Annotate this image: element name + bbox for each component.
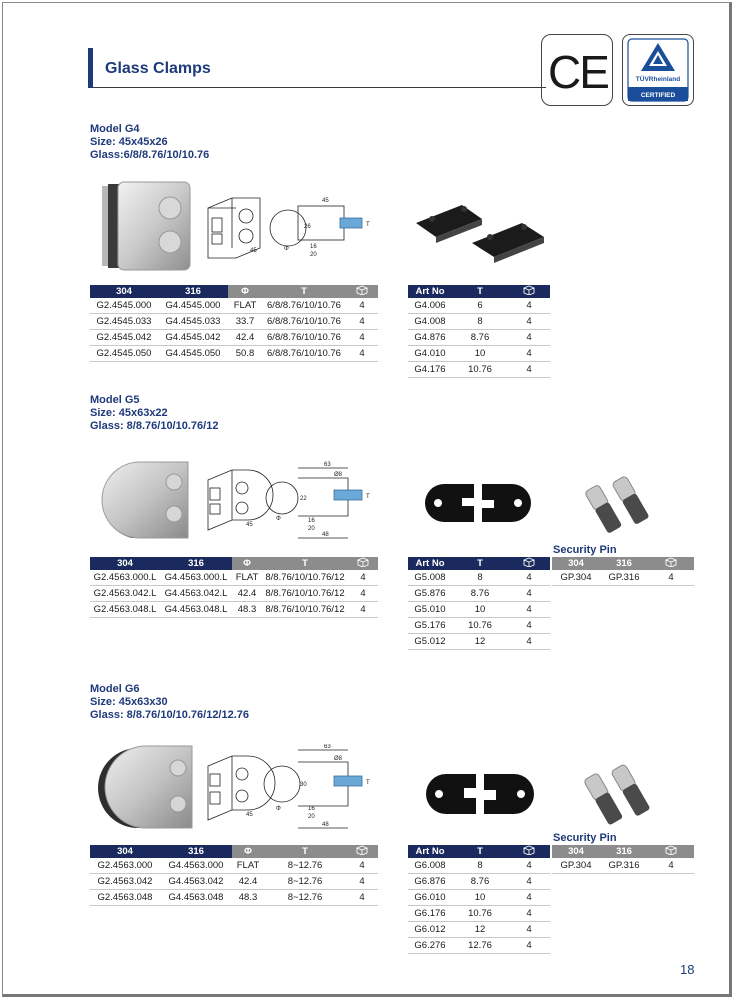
clamp-g5-technical-drawing	[198, 458, 398, 542]
model-name: Model G4	[90, 123, 140, 135]
svg-text:CERTIFIED: CERTIFIED	[640, 92, 676, 99]
svg-text:63: 63	[324, 462, 331, 468]
col-304: 304	[90, 845, 160, 858]
security-pin-g6-photo	[582, 750, 672, 830]
rubber-gaskets-g6-photo	[426, 772, 534, 816]
svg-text:16: 16	[308, 518, 315, 524]
model-size: Size: 45x63x22	[90, 407, 168, 419]
security-pin-g5-photo	[582, 462, 672, 538]
col-316: 316	[160, 557, 232, 570]
ce-mark-logo	[541, 34, 613, 106]
model-g4-spec-table	[90, 285, 378, 362]
table-row: G2.4563.042.L G4.4563.042.L 42.4 8/8.76/10/10.76/12 4	[90, 586, 378, 602]
rubber-gaskets-g5-photo	[424, 482, 532, 524]
table-row: G4.876 8.76 4	[408, 330, 550, 346]
rubber-gaskets-g4-photo	[412, 195, 552, 265]
page-title: Glass Clamps	[105, 60, 211, 77]
model-g4-gasket-table	[408, 285, 550, 378]
clamp-g4-photo	[100, 180, 195, 272]
svg-text:45: 45	[246, 812, 253, 818]
table-row: G6.012 12 4	[408, 922, 550, 938]
box-icon	[346, 285, 378, 298]
svg-text:Ø8: Ø8	[334, 472, 343, 478]
table-row: G6.876 8.76 4	[408, 874, 550, 890]
table-row: G6.176 10.76 4	[408, 906, 550, 922]
col-art-no: Art No	[408, 845, 452, 858]
box-icon	[346, 845, 378, 858]
clamp-g6-photo	[98, 742, 194, 834]
svg-text:48: 48	[322, 822, 329, 828]
model-g6-spec-table	[90, 845, 378, 906]
model-g6-gasket-table	[408, 845, 550, 954]
model-g5-info	[90, 394, 218, 433]
table-row: G5.010 10 4	[408, 602, 550, 618]
table-row: G4.010 10 4	[408, 346, 550, 362]
svg-text:Φ: Φ	[276, 516, 281, 522]
model-size: Size: 45x63x30	[90, 696, 168, 708]
table-row: G2.4545.050 G4.4545.050 50.8 6/8/8.76/10/10.76 4	[90, 346, 378, 362]
table-row: G2.4545.033 G4.4545.033 33.7 6/8/8.76/10/10.76 4	[90, 314, 378, 330]
col-art-no: Art No	[408, 285, 452, 298]
col-304: 304	[90, 285, 158, 298]
svg-text:Ø8: Ø8	[334, 756, 343, 762]
svg-text:20: 20	[310, 252, 317, 258]
col-316: 316	[600, 845, 648, 858]
col-316: 316	[600, 557, 648, 570]
clamp-g6-technical-drawing	[198, 744, 398, 832]
svg-text:T: T	[366, 494, 370, 500]
table-row: G5.008 8 4	[408, 570, 550, 586]
box-icon	[508, 557, 550, 570]
col-t: T	[262, 285, 346, 298]
table-row: G5.876 8.76 4	[408, 586, 550, 602]
table-row: G5.176 10.76 4	[408, 618, 550, 634]
table-row: G4.176 10.76 4	[408, 362, 550, 378]
col-phi: Φ	[228, 285, 262, 298]
model-name: Model G6	[90, 683, 140, 695]
table-row: G4.008 8 4	[408, 314, 550, 330]
table-row: G6.276 12.76 4	[408, 938, 550, 954]
svg-text:Φ: Φ	[276, 806, 281, 812]
table-row: G2.4563.000.L G4.4563.000.L FLAT 8/8.76/10/10.76/12 4	[90, 570, 378, 586]
box-icon	[508, 285, 550, 298]
col-phi: Φ	[232, 845, 264, 858]
col-t: T	[452, 285, 508, 298]
svg-text:16: 16	[310, 244, 317, 250]
model-g5-gasket-table	[408, 557, 550, 650]
ce-mark-text: CE	[548, 46, 608, 98]
table-row: G2.4545.000 G4.4545.000 FLAT 6/8/8.76/10/10.76 4	[90, 298, 378, 314]
table-row: G2.4563.042 G4.4563.042 42.4 8~12.76 4	[90, 874, 378, 890]
table-row: G2.4563.000 G4.4563.000 FLAT 8~12.76 4	[90, 858, 378, 874]
svg-text:T: T	[366, 780, 370, 786]
svg-text:45: 45	[322, 198, 329, 204]
security-pin-title: Security Pin	[553, 544, 617, 556]
tuv-triangle-icon	[623, 35, 693, 105]
model-glass: Glass:6/8/8.76/10/10.76	[90, 149, 210, 161]
svg-text:TÜVRheinland: TÜVRheinland	[635, 76, 681, 83]
col-304: 304	[90, 557, 160, 570]
model-name: Model G5	[90, 394, 140, 406]
table-row: G6.008 8 4	[408, 858, 550, 874]
col-phi: Φ	[232, 557, 262, 570]
table-row: G2.4545.042 G4.4545.042 42.4 6/8/8.76/10/10.76 4	[90, 330, 378, 346]
svg-text:26: 26	[304, 224, 311, 230]
model-glass: Glass: 8/8.76/10/10.76/12/12.76	[90, 709, 250, 721]
svg-text:20: 20	[308, 814, 315, 820]
table-row: GP.304 GP.316 4	[552, 570, 694, 586]
col-304: 304	[552, 557, 600, 570]
col-316: 316	[160, 845, 232, 858]
security-pin-table-g6	[552, 845, 694, 874]
col-t: T	[452, 845, 508, 858]
svg-text:45: 45	[246, 522, 253, 528]
svg-text:48: 48	[322, 532, 329, 538]
model-g5-spec-table	[90, 557, 378, 618]
tuv-certified-logo	[622, 34, 694, 106]
table-row: G2.4563.048.L G4.4563.048.L 48.3 8/8.76/10/10.76/12 4	[90, 602, 378, 618]
svg-text:63: 63	[324, 744, 331, 750]
col-t: T	[264, 845, 346, 858]
table-row: G2.4563.048 G4.4563.048 48.3 8~12.76 4	[90, 890, 378, 906]
clamp-g5-photo	[92, 458, 192, 544]
section-header	[88, 48, 540, 88]
box-icon	[648, 845, 694, 858]
page-number: 18	[680, 962, 695, 977]
col-art-no: Art No	[408, 557, 452, 570]
col-316: 316	[158, 285, 228, 298]
table-row: G4.006 6 4	[408, 298, 550, 314]
table-row: GP.304 GP.316 4	[552, 858, 694, 874]
svg-text:16: 16	[308, 806, 315, 812]
model-g4-info	[90, 123, 209, 162]
table-row: G5.012 12 4	[408, 634, 550, 650]
svg-text:20: 20	[308, 526, 315, 532]
box-icon	[648, 557, 694, 570]
box-icon	[508, 845, 550, 858]
box-icon	[348, 557, 378, 570]
table-row: G6.010 10 4	[408, 890, 550, 906]
model-g6-info	[90, 683, 249, 722]
col-304: 304	[552, 845, 600, 858]
svg-text:T: T	[366, 222, 370, 228]
svg-text:45: 45	[250, 248, 257, 254]
security-pin-title: Security Pin	[553, 832, 617, 844]
svg-text:22: 22	[300, 496, 307, 502]
model-size: Size: 45x45x26	[90, 136, 168, 148]
svg-text:Φ: Φ	[284, 246, 289, 252]
col-t: T	[262, 557, 348, 570]
svg-text:30: 30	[300, 782, 307, 788]
model-glass: Glass: 8/8.76/10/10.76/12	[90, 420, 219, 432]
col-t: T	[452, 557, 508, 570]
security-pin-table-g5	[552, 557, 694, 586]
clamp-g4-technical-drawing	[200, 188, 385, 270]
